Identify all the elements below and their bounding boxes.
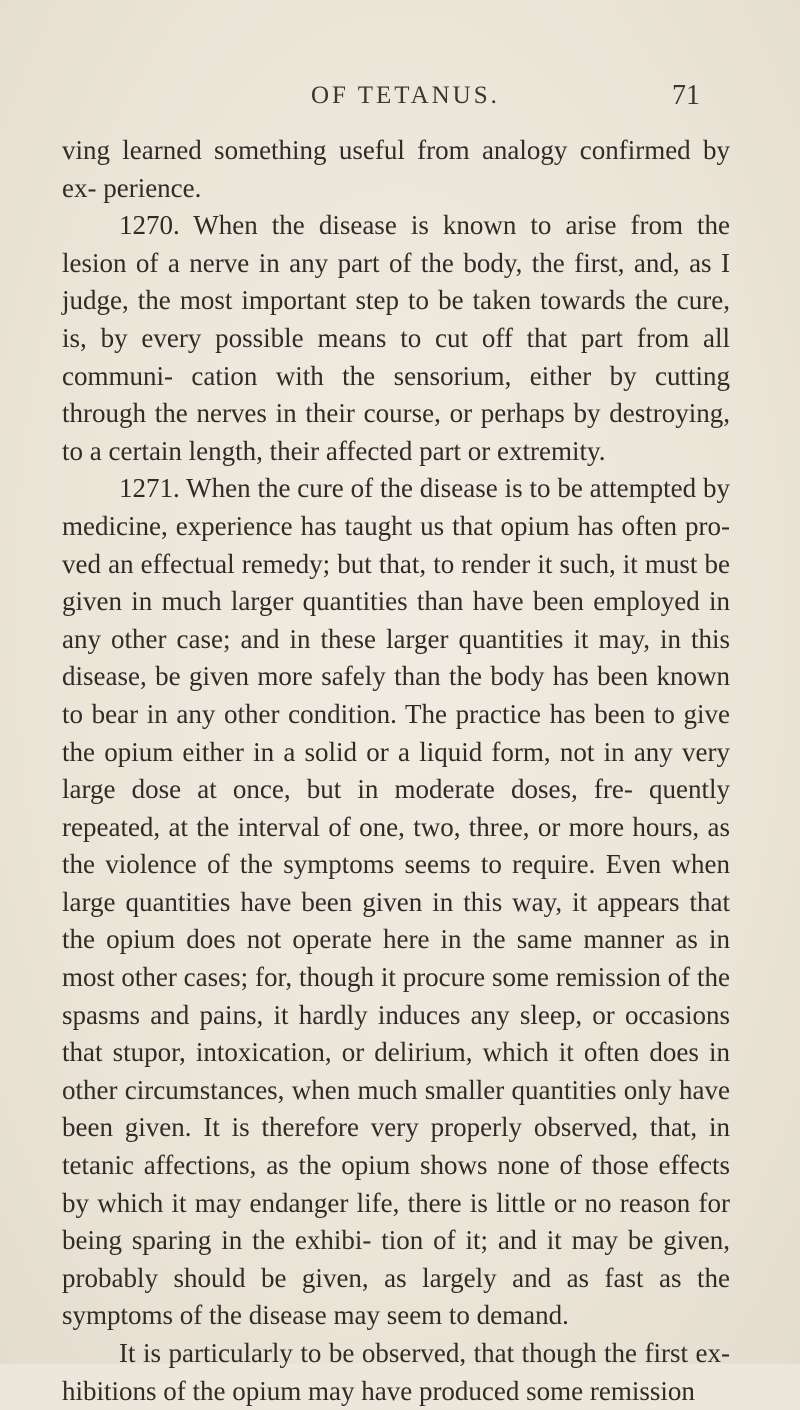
page-number: 71 bbox=[672, 80, 700, 111]
paragraph-1271: 1271. When the cure of the disease is to be attempted by medicine, experience has taught us that opium has often pro- ved an effectual remedy; but that, to render it such, it must be given in much larger quantities than have been employed in any other case; and in these larger quantities it may, in this disease, be given more safely than the body has been known to bear in any other condition. The practice has been to give the opium either in a solid or a liquid form, not in any very large dose at once, but in moderate doses, fre- quently repeated, at the interval of one, two, three, or more hours, as the violence of the symptoms seems to require. Even when large quantities have been given in this way, it appears that the opium does not operate here in the same manner as in most other cases; for, though it procure some remission of the spasms and pains, it hardly induces any sleep, or occasions that stupor, intoxication, or delirium, which it often does in other circumstances, when much smaller quantities only have been given. It is therefore very properly observed, that, in tetanic affections, as the opium shows none of those effects by which it may endanger life, there is little or no reason for being sparing in the exhibi- tion of it; and it may be given, probably should be given, as largely and as fast as the symptoms of the disease may seem to demand. bbox=[62, 473, 730, 1331]
paragraph-final: It is particularly to be observed, that though the first ex- hibitions of the opium may have produced some remission bbox=[62, 1338, 730, 1406]
paragraph-1270: 1270. When the disease is known to arise from the lesion of a nerve in any part of the body, the first, and, as I judge, the most important step to be taken towards the cure, is, by every possible means to cut off that part from all communi- cation with the sensorium, either by cutting through the nerves in their course, or perhaps by destroying, to a certain length, their affected part or extremity. bbox=[62, 210, 730, 466]
paragraph-continuation: ving learned something useful from analogy confirmed by ex- perience. bbox=[62, 135, 730, 203]
body-text bbox=[62, 132, 730, 1410]
page-header bbox=[0, 82, 800, 122]
running-title: OF TETANUS. bbox=[311, 82, 500, 109]
